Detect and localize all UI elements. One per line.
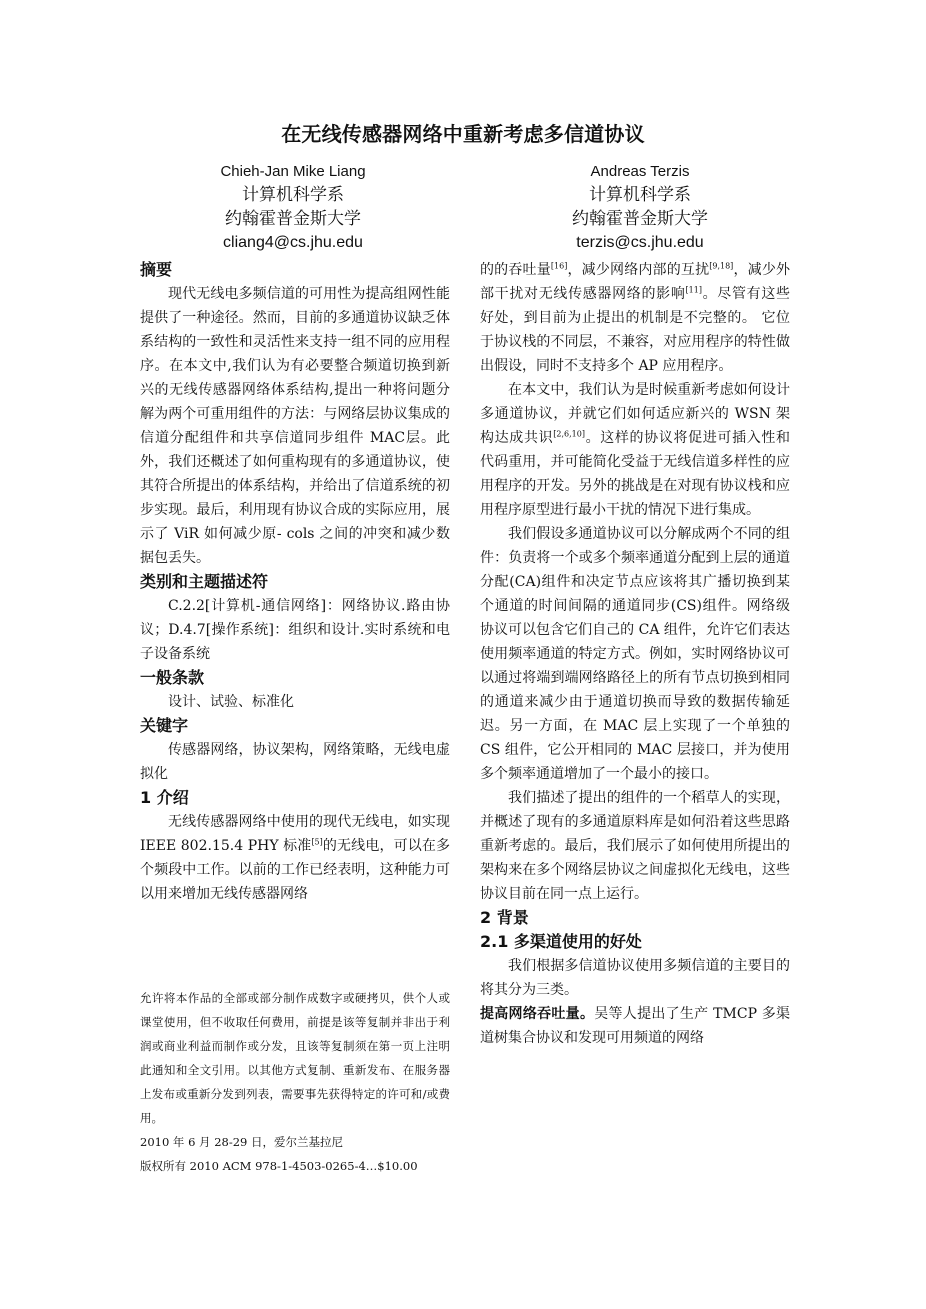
text-run: 。这样的协议将促进可插入性和代码重用，并可能简化受益于无线信道多样性的应用程序的开发。另外的挑战是在对现有协议栈和应用程序原型进行最小干扰的情况下进行集成。	[480, 430, 791, 518]
paragraph: 我们描述了提出的组件的一个稻草人的实现，并概述了现有的多通道原料库是如何沿着这些思路重新考虑的。最后，我们展示了如何使用所提出的架构来在多个网络层协议之间虚拟化无线电，这些协议目前在同一点上运行。	[480, 790, 790, 902]
subsection-heading: 2.1 多渠道使用的好处	[480, 932, 642, 951]
paragraph: 我们根据多信道协议使用多频信道的主要目的将其分为三类。	[480, 958, 790, 998]
author-name: Andreas Terzis	[590, 163, 690, 180]
inline-heading: 提高网络吞吐量。	[480, 1006, 595, 1022]
permission-text: 允许将本作品的全部或部分制作成数字或硬拷贝，供个人或课堂使用，但不收取任何费用，前提是该等复制并非出于利润或商业利益而制作或分发，且该等复制须在第一页上注明此通知和全文引用。以其他方式复制、重新发布、在服务器上发布或重新分发到列表，需要事先获得特定的许可和/或费用。	[140, 991, 450, 1125]
categories-heading: 类别和主题描述符	[140, 572, 269, 591]
left-column	[140, 258, 450, 906]
citation: [5]	[311, 837, 323, 847]
paper-title: 在无线传感器网络中重新考虑多信道协议	[281, 122, 645, 146]
text-run: ，减少外部干扰对无线传感器网络的影响	[480, 262, 791, 302]
author-email: cliang4@cs.jhu.edu	[223, 234, 363, 251]
paragraph	[480, 378, 790, 522]
author-university: 约翰霍普金斯大学	[572, 209, 708, 229]
abstract-heading: 摘要	[140, 260, 173, 279]
right-column	[480, 258, 790, 1050]
general-terms-heading: 一般条款	[140, 668, 205, 687]
text-run: 无线传感器网络中使用的现代无线电，如实现 IEEE 802.15.4 PHY 标准	[140, 814, 450, 854]
general-terms-text: 设计、试验、标准化	[168, 694, 294, 710]
citation: [16]	[550, 261, 568, 271]
author-block-1	[143, 162, 443, 255]
author-block-2	[490, 162, 790, 255]
introduction-heading: 1 介绍	[140, 788, 189, 807]
paragraph	[480, 1002, 790, 1050]
introduction-text	[140, 810, 450, 906]
author-department: 计算机科学系	[242, 185, 344, 205]
abstract-text: 现代无线电多频信道的可用性为提高组网性能提供了一种途径。然而，目前的多通道协议缺乏体系结构的一致性和灵活性来支持一组不同的应用程序。在本文中,我们认为有必要整合频道切换到新兴的无线传感器网络体系结构,提出一种将问题分解为两个可重用组件的方法：与网络层协议集成的信道分配组件和共享信道同步组件 MAC层。此外，我们还概述了如何重构现有的多通道协议，使其符合所提出的体系结构，并给出了信道系统的初步实现。最后，利用现有协议合成的实际应用，展示了 ViR 如何减少原- cols 之间的冲突和减少数据包丢失。	[140, 286, 450, 566]
continued-paragraph	[480, 258, 790, 378]
author-department: 计算机科学系	[589, 185, 691, 205]
paragraph: 我们假设多通道协议可以分解成两个不同的组件：负责将一个或多个频率通道分配到上层的通道分配(CA)组件和决定节点应该将其广播切换到某个通道的时间间隔的通道同步(CS)组件。网络级协议可以包含它们自己的 CA 组件，允许它们表达使用频率通道的特定方式。例如，实时网络协议可以通过将端到端网络路径上的所有节点切换到相同的通道来减少由于通道切换而导致的数据传输延迟。另一方面，在 MAC 层上实现了一个单独的 CS 组件，它公开相同的 MAC 层接口，并为使用多个频率通道增加了一个最小的接口。	[480, 526, 790, 782]
author-university: 约翰霍普金斯大学	[225, 209, 361, 229]
text-run: 。尽管有这些好处，到目前为止提出的机制是不完整的。 它位于协议栈的不同层，不兼容，对应用程序的特性做出假设，同时不支持多个 AP 应用程序。	[480, 286, 791, 374]
text-run: ，减少网络内部的互扰	[567, 262, 710, 278]
keywords-text: 传感器网络，协议架构，网络策略，无线电虚拟化	[140, 742, 450, 782]
author-email: terzis@cs.jhu.edu	[576, 234, 704, 251]
text-run: 的无线电，可以在多个频段中工作。以前的工作已经表明，这种能力可以用来增加无线传感器网络	[140, 838, 450, 902]
categories-text: C.2.2[计算机-通信网络]：网络协议.路由协议；D.4.7[操作系统]：组织和设计.实时系统和电子设备系统	[140, 598, 450, 662]
author-name: Chieh-Jan Mike Liang	[220, 163, 366, 180]
citation: [11]	[685, 285, 702, 295]
keywords-heading: 关键字	[140, 716, 189, 735]
text-run: 在本文中，我们认为是时候重新考虑如何设计多通道协议，并就它们如何适应新兴的 WSN 架构达成共识	[480, 382, 790, 446]
conference-info: 2010 年 6 月 28-29 日，爱尔兰基拉尼	[140, 1135, 344, 1149]
copyright-info: 版权所有 2010 ACM 978-1-4503-0265-4…$10.00	[140, 1159, 418, 1173]
permission-footnote	[140, 986, 450, 1178]
background-heading: 2 背景	[480, 908, 529, 927]
text-run: 的的吞吐量	[480, 262, 551, 278]
text-run: 吴等人提出了生产 TMCP 多渠道树集合协议和发现可用频道的网络	[480, 1006, 790, 1046]
citation: [9,18]	[709, 261, 734, 271]
citation: [2,6,10]	[553, 429, 585, 439]
